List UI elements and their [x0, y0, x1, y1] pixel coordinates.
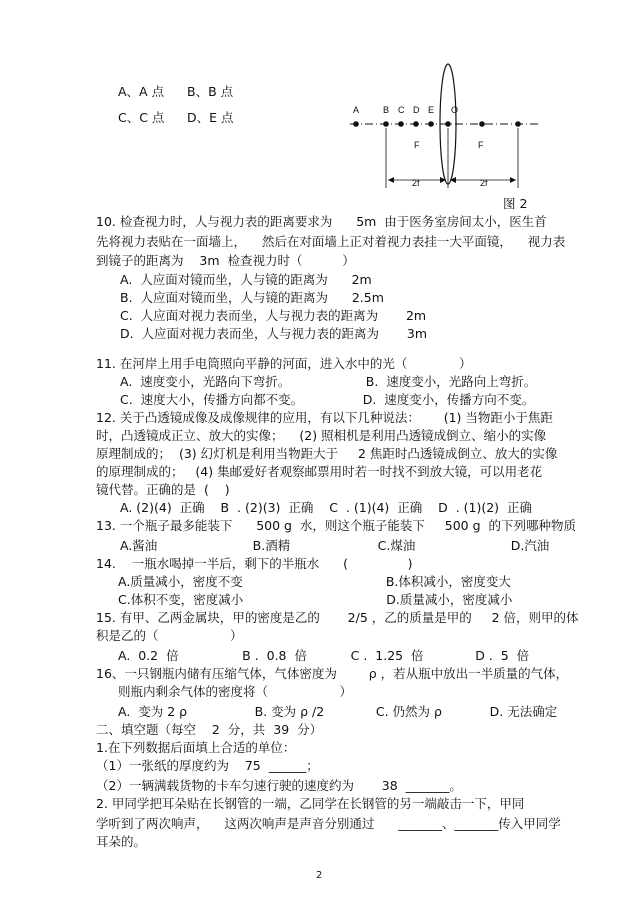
point-2f-right [515, 121, 521, 127]
label-c: C [398, 105, 405, 115]
lens-diagram [340, 60, 560, 210]
q14-stem: 14. 一瓶水喝掉一半后，剩下的半瓶水 ( ) [96, 556, 413, 571]
q13-options: A.酱油 B.酒精 C.煤油 D.汽油 [120, 538, 550, 553]
q12-line-2: 时，凸透镜成正立、放大的实像； (2) 照相机是利用凸透镜成倒立、缩小的实像 [96, 428, 547, 443]
q12-options: A. (2)(4) 正确 B . (2)(3) 正确 C . (1)(4) 正确 D . (1)(2) 正确 [120, 500, 533, 515]
label-2f-left: 2f [412, 178, 420, 188]
fill-q2-line-3: 耳朵的。 [96, 834, 147, 849]
q16-options: A. 变为 2 ρ B. 变为 ρ /2 C. 仍然为 ρ D. 无法确定 [118, 704, 558, 719]
q12-line-4: 的原理制成的； (4) 集邮爱好者观察邮票用时若一时找不到放大镜，可以用老花 [96, 464, 543, 479]
option-b: B、B 点 [187, 84, 234, 99]
point-a [353, 121, 359, 127]
q15-line-2: 积是乙的（ ） [96, 628, 243, 643]
option-c: C、C 点 [118, 110, 165, 125]
q16-line-2: 则瓶内剩余气体的密度将（ ） [118, 684, 353, 699]
label-b: B [383, 105, 390, 115]
q10-line-1: 10. 检查视力时，人与视力表的距离要求为 5m 由于医务室房间太小，医生首 [96, 214, 547, 229]
q10-line-3: 到镜子的距离为 3m 检查视力时（ ） [96, 253, 355, 268]
q14-options-ab: A.质量减小，密度不变 B.体积减小，密度变大 [118, 574, 511, 589]
q16-line-1: 16、一只钢瓶内储有压缩气体，气体密度为 ρ ，若从瓶中放出一半质量的气体， [96, 666, 569, 681]
label-a: A [353, 105, 360, 115]
q11-options-cd: C. 速度大小，传播方向都不变。 D. 速度变小，传播方向不变。 [120, 392, 535, 407]
point-b [383, 121, 389, 127]
label-o: O [451, 105, 459, 115]
q12-line-5: 镜代替。正确的是 ( ) [96, 482, 230, 497]
point-d [413, 121, 419, 127]
q12-line-3: 原理制成的； (3) 幻灯机是利用当物距大于 2 焦距时凸透镜成倒立、放大的实像 [96, 446, 558, 461]
label-f-right: F [478, 140, 484, 150]
q15-options: A. 0.2 倍 B . 0.8 倍 C . 1.25 倍 D . 5 倍 [118, 648, 530, 663]
q15-line-1: 15. 有甲、乙两金属块，甲的密度是乙的 2/5 ，乙的质量是甲的 2 倍，则甲的体 [96, 610, 579, 625]
point-c [398, 121, 404, 127]
q10-option-b: B. 人应面对镜而坐，人与镜的距离为 2.5m [120, 290, 384, 305]
fill-q1-part1: （1）一张纸的厚度约为 75 ______； [96, 758, 319, 773]
q13-stem: 13. 一个瓶子最多能装下 500 g 水，则这个瓶子能装下 500 g 的下列哪种物质 [96, 518, 576, 533]
option-d: D、E 点 [187, 110, 234, 125]
label-e: E [428, 105, 435, 115]
q10-option-a: A. 人应面对镜而坐，人与镜的距离为 2m [120, 272, 372, 287]
option-a: A、A 点 [118, 84, 165, 99]
fill-q2-line-1: 2. 甲同学把耳朵贴在长钢管的一端，乙同学在长钢管的另一端敲击一下，甲同 [96, 796, 525, 811]
q10-option-c: C. 人应面对视力表而坐，人与视力表的距离为 2m [120, 308, 427, 323]
fill-q2-line-2: 学听到了两次响声， 这两次响声是声音分别通过 _______、_______传入甲同学 [96, 816, 561, 831]
q10-option-d: D. 人应面对视力表而坐，人与视力表的距离为 3m [120, 326, 427, 341]
section-2-heading: 二、填空题（每空 2 分，共 39 分） [96, 722, 323, 737]
fill-q1-part2: （2）一辆满载货物的卡车匀速行驶的速度约为 38 _______。 [96, 778, 462, 793]
label-d: D [413, 105, 420, 115]
q11-stem: 11. 在河岸上用手电筒照向平静的河面，进入水中的光（ ） [96, 356, 472, 371]
page-number: 2 [316, 870, 323, 881]
label-2f-right: 2f [480, 178, 488, 188]
point-o [445, 121, 451, 127]
q11-options-ab: A. 速度变小，光路向下弯折。 B. 速度变小，光路向上弯折。 [120, 374, 537, 389]
q10-line-2: 先将视力表贴在一面墙上， 然后在对面墙上正对着视力表挂一大平面镜， 视力表 [96, 234, 566, 249]
q14-options-cd: C.体积不变，密度减小 D.质量减小，密度减小 [118, 592, 513, 607]
figure-caption: 图 2 [503, 196, 528, 211]
label-f-left: F [414, 140, 420, 150]
point-f-right [479, 121, 485, 127]
fill-q1-stem: 1.在下列数据后面填上合适的单位： [96, 740, 296, 755]
q12-line-1: 12. 关于凸透镜成像及成像规律的应用，有以下几种说法： (1) 当物距小于焦距 [96, 410, 553, 425]
point-e [428, 121, 434, 127]
